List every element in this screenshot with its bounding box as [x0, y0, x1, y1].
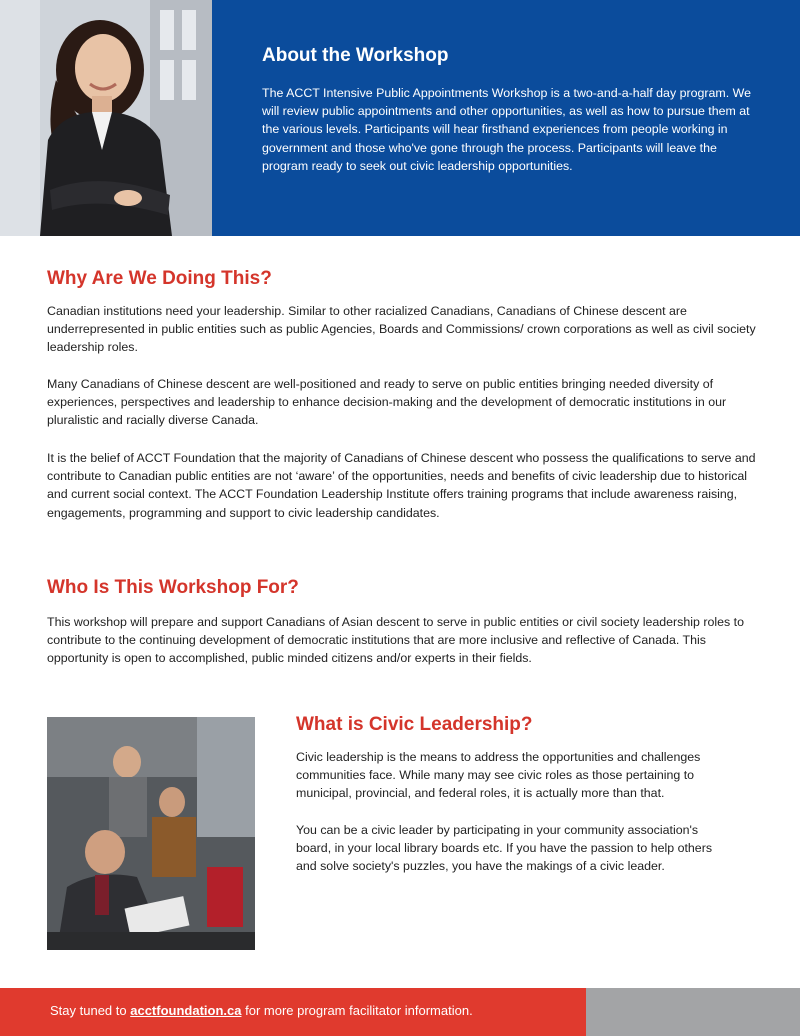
civic-paragraph-1: Civic leadership is the means to address the opportunities and challenges communities face. While many may see civic roles as those pertaining to municipal, provincial, and federal roles, it is actually more than that.	[296, 750, 701, 801]
why-heading: Why Are We Doing This?	[47, 268, 272, 289]
workshop-photo	[47, 717, 255, 950]
businesswoman-photo	[0, 0, 212, 236]
about-body: The ACCT Intensive Public Appointments Workshop is a two-and-a-half day program. We will review public appointments and other opportunities, as well as how to pursue them at the various levels. Participants will hear firsthand experiences from people working in government and those who've gone through the process. Participants will leave the program ready to seek out civic leadership opportunities.	[262, 86, 751, 173]
why-paragraph-3: It is the belief of ACCT Foundation that the majority of Canadians of Chinese descent who possess the qualifications to serve and contribute to Canadian public entities are not ‘aware’ of the opportunities, needs and benefits of civic leadership due to historical and current social context. The ACCT Foundation Leadership Institute offers training programs that include awareness raising, engagements, programming and support to civic leadership candidates.	[47, 451, 756, 520]
civic-heading: What is Civic Leadership?	[296, 714, 533, 735]
why-paragraph-2: Many Canadians of Chinese descent are well-positioned and ready to serve on public entities bringing needed diversity of experiences, perspectives and leadership to enhance decision-making and the development of democratic institutions in our pluralistic and racially diverse Canada.	[47, 377, 727, 428]
footer-prefix: Stay tuned to	[50, 1003, 131, 1018]
workshop-participants-illustration	[47, 717, 255, 950]
about-banner	[0, 0, 800, 236]
about-title: About the Workshop	[262, 45, 449, 66]
footer-accent	[586, 988, 800, 1036]
website-link[interactable]: acctfoundation.ca	[130, 1003, 242, 1018]
footer-text	[50, 1003, 473, 1018]
who-paragraph: This workshop will prepare and support Canadians of Asian descent to serve in public entities or civil society leadership roles to contribute to the continuing development of democratic institutions that are more inclusive and reflective of Canada. This opportunity is open to accomplished, public minded citizens and/or experts in their fields.	[47, 615, 744, 666]
footer-suffix: for more program facilitator information.	[241, 1003, 473, 1018]
why-paragraph-1: Canadian institutions need your leadership. Similar to other racialized Canadians, Canadians of Chinese descent are underrepresented in public entities such as public Agencies, Boards and Commissions/ crown corporations as well as civil society leadership roles.	[47, 304, 756, 355]
who-heading: Who Is This Workshop For?	[47, 577, 299, 598]
businesswoman-illustration	[0, 0, 212, 236]
civic-paragraph-2: You can be a civic leader by participating in your community association's board, in your local library boards etc. If you have the passion to help others and solve society's puzzles, you have the makings of a civic leader.	[296, 823, 713, 874]
